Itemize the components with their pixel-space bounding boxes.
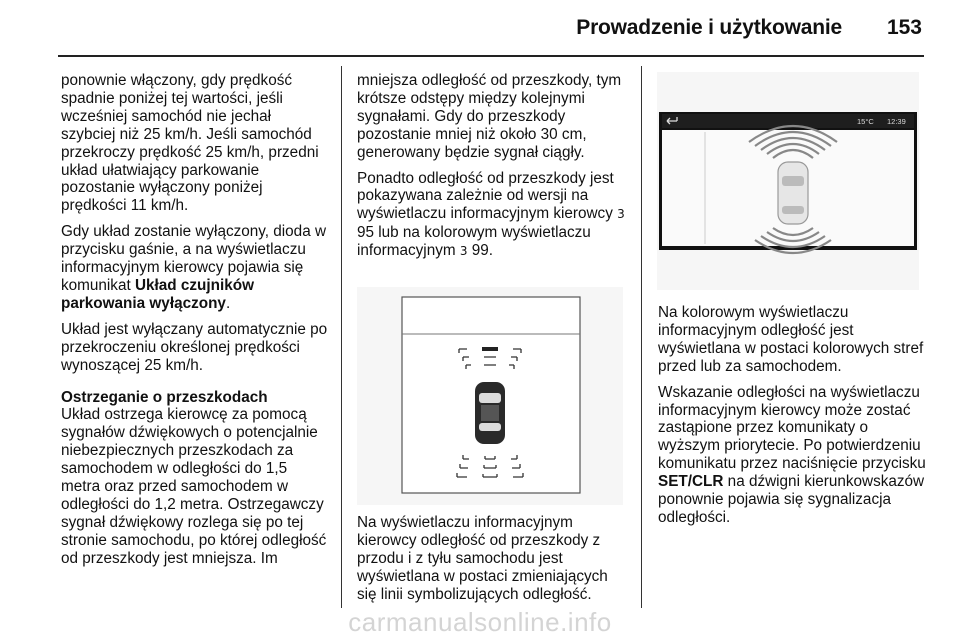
- page-ref-arrow-icon: 3: [459, 244, 468, 259]
- col3-paragraph-1: Na kolorowym wyświetlaczu informacyjnym odległość jest wyświetlana w postaci kolorowych stref przed lub za samochodem.: [658, 304, 924, 375]
- watermark: carmanualsonline.info: [348, 607, 612, 637]
- col2-p2c: 99.: [467, 242, 494, 260]
- car-icon: [778, 162, 808, 224]
- col1-paragraph-1: ponownie włączony, gdy prędkość spadnie poniżej tej wartości, jeśli wcześniej samochód nie jechał szybciej niż 25 km/h. Jeśli samochód przekroczy prędkość 25 km/h, przedni układ ułatwiający parkowanie pozostanie wyłączony poniżej prędkości 11 km/h.: [61, 72, 319, 215]
- set-clr-button-label: SET/CLR: [658, 473, 724, 491]
- color-display-figure: [657, 72, 919, 290]
- page-number: 153: [886, 16, 922, 39]
- driver-display-figure: [357, 287, 623, 505]
- page-ref-arrow-icon: 3: [617, 207, 625, 222]
- col2-paragraph-2: [357, 170, 625, 262]
- col2-p2b: 95 lub na kolorowym wyświetlaczu informacyjnym: [357, 224, 591, 260]
- col1-p2-text: Gdy układ zostanie wyłączony, dioda w przycisku gaśnie, a na wyświetlaczu informacyjnym kierowcy pojawia się komunikat: [61, 223, 326, 294]
- page-header: [0, 0, 960, 58]
- caption-text: Na wyświetlaczu informacyjnym kierowcy odległość od przeszkody z przodu i z tyłu samochodu jest wyświetlana w postaci zmieniających się linii symbolizujących odległość.: [357, 514, 608, 603]
- screen-time: 12:39: [887, 117, 906, 126]
- color-display-screen: [657, 72, 919, 290]
- col3-paragraph-2: [658, 384, 926, 527]
- column-2: [357, 72, 625, 269]
- column-1: [61, 72, 329, 576]
- car-top-view-icon: [475, 382, 505, 444]
- header-rule: [58, 55, 924, 57]
- col1-p2-end: .: [225, 294, 231, 312]
- column-divider-1: [341, 66, 342, 608]
- section-title: Prowadzenie i użytkowanie: [576, 16, 842, 39]
- parking-sensor-diagram: [357, 287, 623, 505]
- col2-p2a: Ponadto odległość od przeszkody jest pokazywana zależnie od wersji na wyświetlaczu informacyjnym kierowcy: [357, 169, 618, 223]
- col3-p2a: Wskazanie odległości na wyświetlaczu informacyjnym kierowcy może zostać zastąpione przez komunikaty o wyższym priorytecie. Po potwierdzeniu komunikatu przez naciśnięcie przycisku: [658, 383, 926, 473]
- col1-paragraph-2: [61, 223, 329, 313]
- section-heading: Ostrzeganie o przeszkodach: [61, 388, 268, 406]
- col2-paragraph-1: mniejsza odległość od przeszkody, tym krótsze odstępy między kolejnymi sygnałami. Gdy do przeszkody pozostanie mniej niż około 30 cm, generowany będzie sygnał ciągły.: [357, 72, 622, 161]
- message-text: Układ czujników parkowania wyłączony: [61, 276, 254, 312]
- front-center-active-line: [482, 347, 498, 351]
- col1-paragraph-4: Układ ostrzega kierowcę za pomocą sygnałów dźwiękowych o potencjalnie niebezpiecznych przeszkodach za samochodem w odległości do 1,5 metra oraz przed samochodem w odległości do 1,2 metra. Ostrzegawczy sygnał dźwiękowy rozlega się po tej stronie samochodu, po której odległość od przeszkody jest mniejsza. Im: [61, 406, 327, 567]
- screen-temperature: 15°C: [857, 117, 874, 126]
- column-divider-2: [641, 66, 642, 608]
- col3-p2b: na dźwigni kierunkowskazów ponownie pojawia się sygnalizacja odległości.: [658, 473, 925, 526]
- figure-caption: [357, 514, 627, 612]
- column-3: [658, 304, 926, 535]
- col1-paragraph-3: Układ jest wyłączany automatycznie po przekroczeniu określonej prędkości wynoszącej 25 km/h.: [61, 320, 328, 374]
